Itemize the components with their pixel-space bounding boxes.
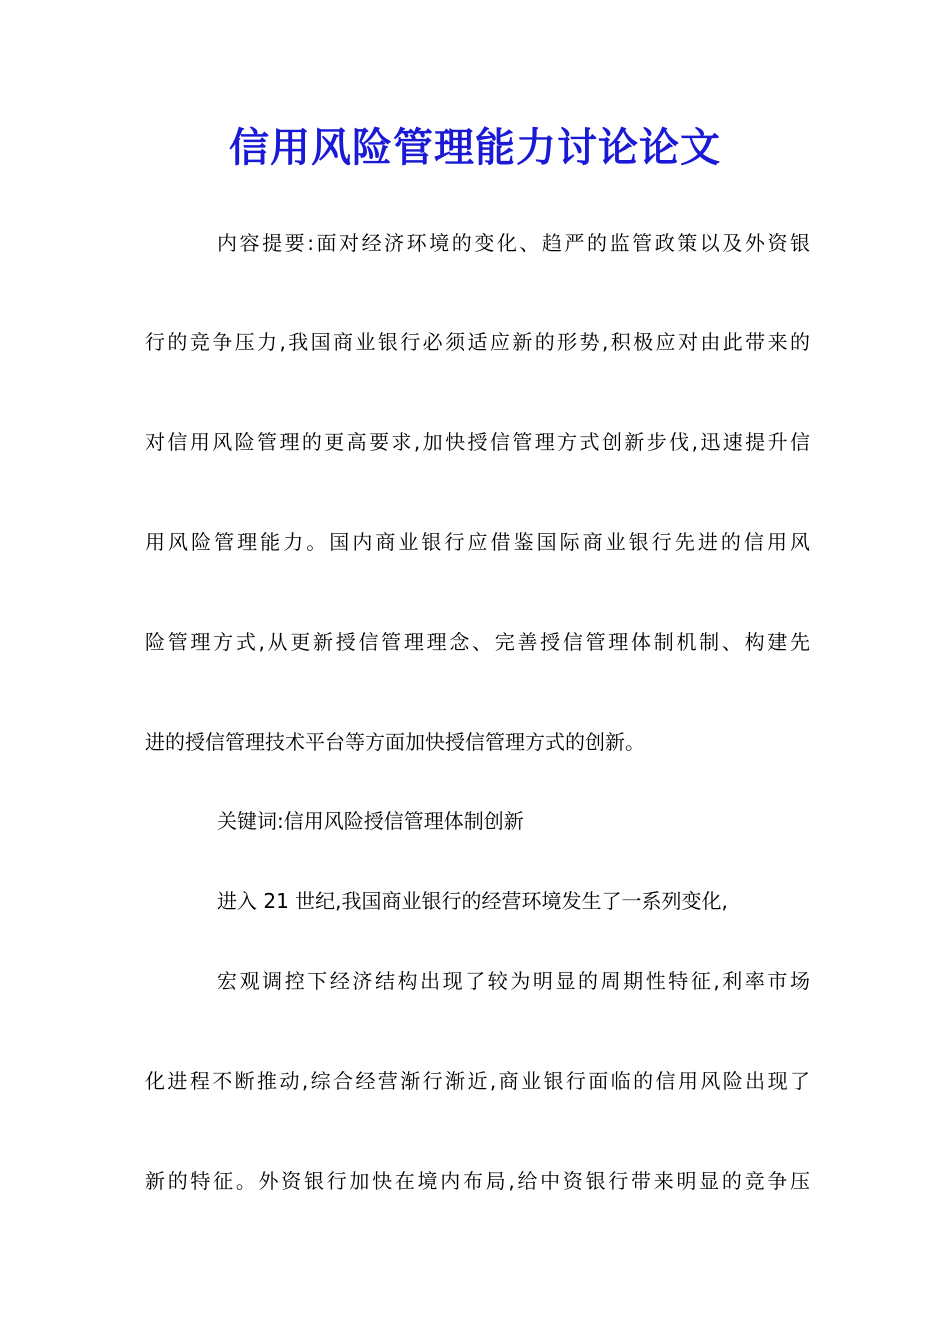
abstract-line-1: 内容提要:面对经济环境的变化、趋严的监管政策以及外资银 <box>217 231 810 255</box>
body-line-2: 宏观调控下经济结构出现了较为明显的周期性特征,利率市场 <box>217 969 810 993</box>
keywords-line: 关键词:信用风险授信管理体制创新 <box>217 809 524 833</box>
body-line-1: 进入 21 世纪,我国商业银行的经营环境发生了一系列变化, <box>217 889 728 913</box>
abstract-line-4: 用风险管理能力。国内商业银行应借鉴国际商业银行先进的信用风 <box>145 530 810 554</box>
body-line-4: 新的特征。外资银行加快在境内布局,给中资银行带来明显的竞争压 <box>145 1169 810 1193</box>
abstract-line-5: 险管理方式,从更新授信管理理念、完善授信管理体制机制、构建先 <box>145 630 810 654</box>
document-title: 信用风险管理能力讨论论文 <box>229 124 721 171</box>
abstract-line-6: 进的授信管理技术平台等方面加快授信管理方式的创新。 <box>145 730 645 754</box>
body-line-3: 化进程不断推动,综合经营渐行渐近,商业银行面临的信用风险出现了 <box>145 1069 810 1093</box>
abstract-line-3: 对信用风险管理的更高要求,加快授信管理方式创新步伐,迅速提升信 <box>145 430 810 454</box>
abstract-line-2: 行的竞争压力,我国商业银行必须适应新的形势,积极应对由此带来的 <box>145 330 810 354</box>
